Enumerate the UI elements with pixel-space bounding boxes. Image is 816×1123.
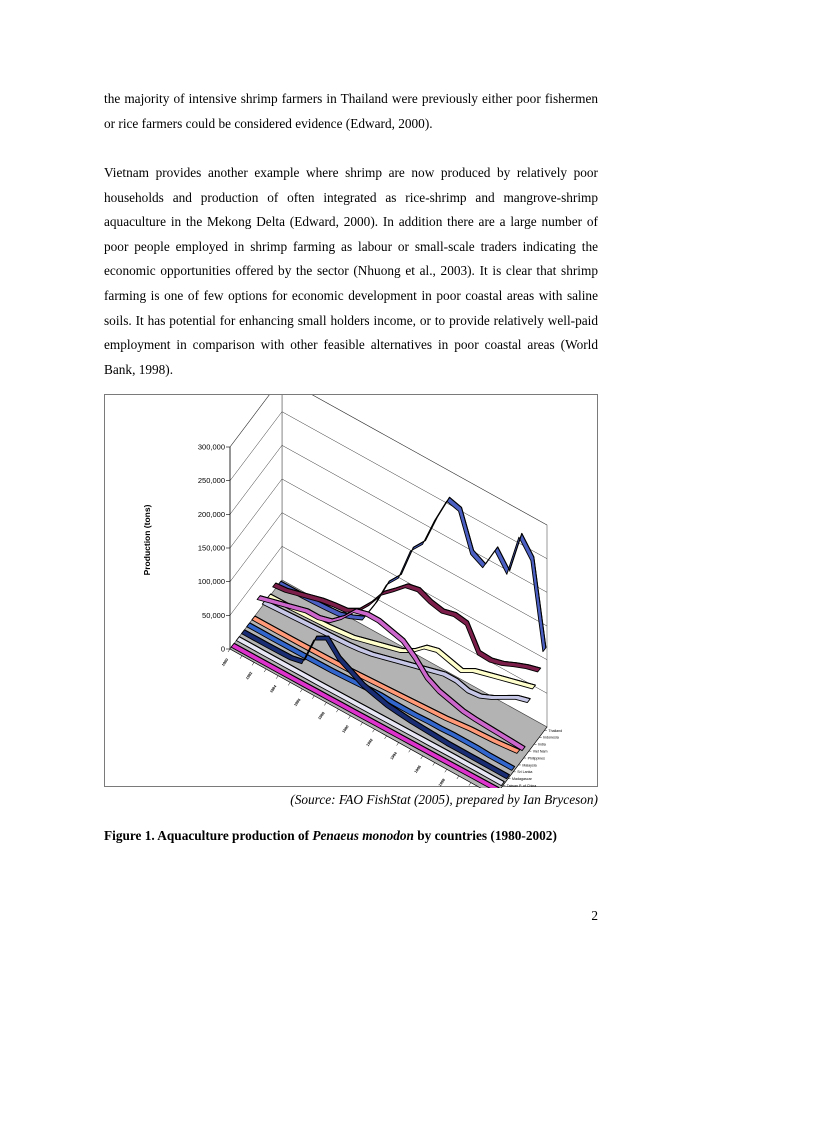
x-tick bbox=[397, 743, 399, 746]
x-tick bbox=[385, 736, 387, 739]
x-tick bbox=[409, 749, 411, 752]
x-tick-label: 1994 bbox=[389, 751, 398, 761]
x-tick-label: 1988 bbox=[317, 711, 326, 721]
figure-caption bbox=[104, 828, 557, 844]
legend-label: Madagascar bbox=[512, 777, 532, 782]
x-tick bbox=[361, 723, 363, 726]
x-tick-label: 1982 bbox=[245, 671, 254, 681]
y-tick-label: 250,000 bbox=[197, 476, 225, 486]
legend-label: Taiwan P. of China bbox=[506, 783, 537, 788]
x-tick bbox=[373, 729, 375, 732]
x-tick bbox=[445, 769, 447, 772]
y-tick-label: 50,000 bbox=[202, 610, 225, 620]
legend-label: Philippines bbox=[527, 756, 545, 761]
x-tick-label: 1990 bbox=[341, 724, 350, 734]
x-tick-label: 1998 bbox=[437, 778, 447, 788]
x-tick-label: 1996 bbox=[413, 764, 422, 774]
y-axis-label: Production (tons) bbox=[142, 504, 152, 576]
y-tick-label: 100,000 bbox=[197, 577, 225, 587]
x-tick-label: 1992 bbox=[365, 737, 374, 748]
y-tick-label: 150,000 bbox=[197, 543, 225, 553]
x-tick bbox=[348, 716, 350, 719]
x-tick-label: 1984 bbox=[269, 684, 278, 694]
paragraph-1: the majority of intensive shrimp farmers in Thailand were previously either poor fishermen or rice farmers could be considered evidence (Edward, 2000). bbox=[104, 91, 598, 131]
legend-label: Thailand bbox=[548, 728, 563, 733]
y-tick-label: 300,000 bbox=[197, 442, 225, 452]
x-tick bbox=[469, 783, 471, 786]
caption-species: Penaeus monodon bbox=[312, 828, 414, 843]
y-tick-label: 0 bbox=[220, 644, 225, 654]
x-tick bbox=[288, 682, 290, 685]
legend-label: Viet Nam bbox=[532, 749, 548, 754]
x-tick bbox=[336, 709, 338, 712]
x-tick bbox=[324, 702, 326, 705]
page-number: 2 bbox=[591, 908, 598, 923]
figure-source: (Source: FAO FishStat (2005), prepared by Ian Bryceson) bbox=[290, 792, 598, 807]
x-tick bbox=[433, 763, 435, 766]
caption-prefix: Figure 1. Aquaculture production of bbox=[104, 828, 313, 843]
paragraph-2: Vietnam provides another example where shrimp are now produced by relatively poor households and production of often integrated as rice-shrimp and mangrove-shrimp aquaculture in the Mekong Delta (Edward, 2000). In addition there are a large number of poor people employed in shrimp farming as labour or small-scale traders indicating the economic opportunities offered by the sector (Nhuong et al., 2003). It is clear that shrimp farming is one of few options for economic development in poor coastal areas with saline soils. It has potential for enhancing small holders income, or to provide relatively well-paid employment in comparison with other feasible alternatives in poor coastal areas (World Bank, 1998). bbox=[104, 165, 598, 377]
x-tick-label: 1980 bbox=[221, 657, 230, 668]
x-tick bbox=[300, 689, 302, 692]
y-tick-label: 200,000 bbox=[197, 509, 225, 519]
x-tick bbox=[421, 756, 423, 759]
x-tick-label: 1986 bbox=[293, 697, 302, 708]
production-chart bbox=[105, 395, 599, 788]
x-tick bbox=[276, 676, 278, 679]
x-tick bbox=[457, 776, 459, 779]
x-tick bbox=[252, 662, 254, 665]
production-chart-figure bbox=[104, 394, 598, 787]
legend-label: Indonesia bbox=[543, 735, 559, 740]
x-tick bbox=[240, 656, 242, 659]
legend-label: India bbox=[538, 742, 546, 747]
legend-label: Malaysia bbox=[522, 763, 537, 768]
legend-label: Sri Lanka bbox=[517, 770, 533, 775]
x-tick bbox=[228, 649, 230, 652]
x-tick bbox=[312, 696, 314, 699]
caption-suffix: by countries (1980-2002) bbox=[413, 828, 557, 843]
x-tick bbox=[264, 669, 266, 672]
